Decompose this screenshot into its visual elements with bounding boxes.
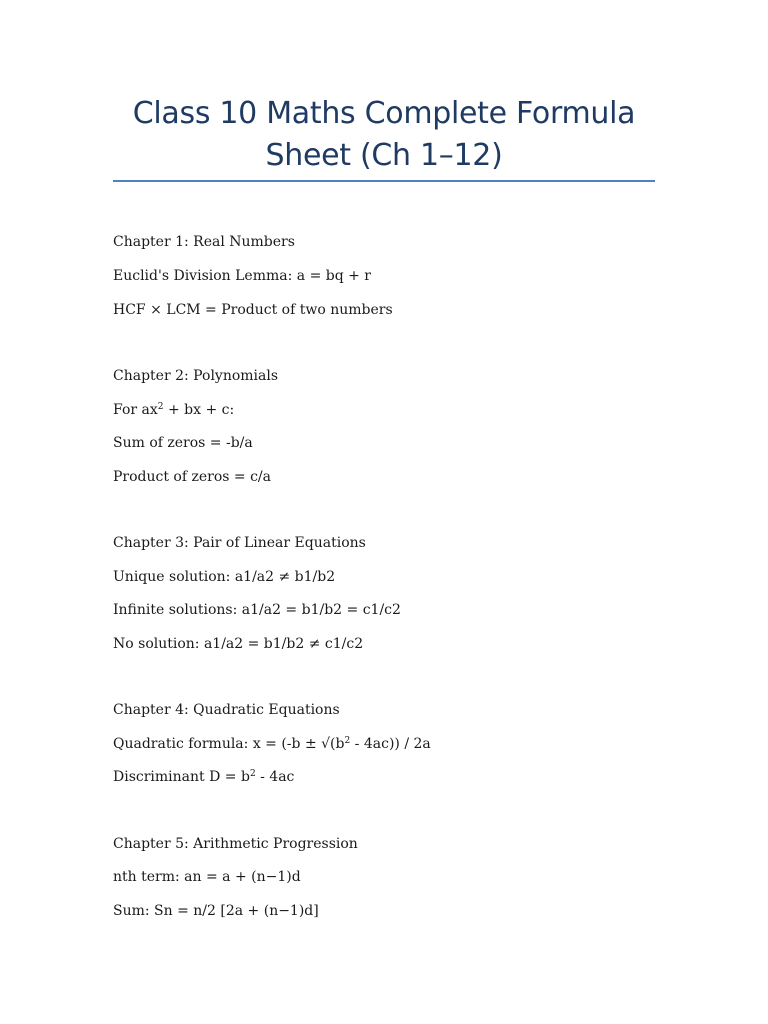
chapter-heading-1: Chapter 1: Real Numbers xyxy=(113,234,295,250)
formula-line: Sum of zeros = -b/a xyxy=(113,435,253,451)
formula-line: Discriminant $D = b^2 - 4ac$ xyxy=(113,769,295,785)
title-line-1: Class 10 Maths Complete Formula xyxy=(132,96,636,131)
title-divider xyxy=(113,180,655,182)
formula-line: For $ax^2$ + bx + c: xyxy=(113,402,235,418)
title-line-2: Sheet (Ch 1–12) xyxy=(265,138,503,173)
formula-line: No solution: a1/a2 = b1/b2 ≠ c1/c2 xyxy=(113,636,364,652)
formula-line: Infinite solutions: a1/a2 = b1/b2 = c1/c2 xyxy=(113,602,401,618)
formula-line: Sum: Sn = n/2 [2a + (n−1)d] xyxy=(113,903,319,919)
formula-line: HCF × LCM = Product of two numbers xyxy=(113,302,393,318)
page-title xyxy=(113,93,655,177)
chapter-heading-3: Chapter 3: Pair of Linear Equations xyxy=(113,535,366,551)
chapter-heading-4: Chapter 4: Quadratic Equations xyxy=(113,702,340,718)
formula-line: Unique solution: a1/a2 ≠ b1/b2 xyxy=(113,569,336,585)
formula-line: Quadratic formula: $x = (-b \pm √(b^2 - 4ac)) / 2a$ xyxy=(113,736,431,752)
formula-line: Euclid's Division Lemma: a = bq + r xyxy=(113,268,371,284)
chapter-heading-2: Chapter 2: Polynomials xyxy=(113,368,279,384)
formula-line: nth term: an = a + (n−1)d xyxy=(113,869,301,885)
chapter-heading-5: Chapter 5: Arithmetic Progression xyxy=(113,836,358,852)
formula-line: Product of zeros = c/a xyxy=(113,469,271,485)
